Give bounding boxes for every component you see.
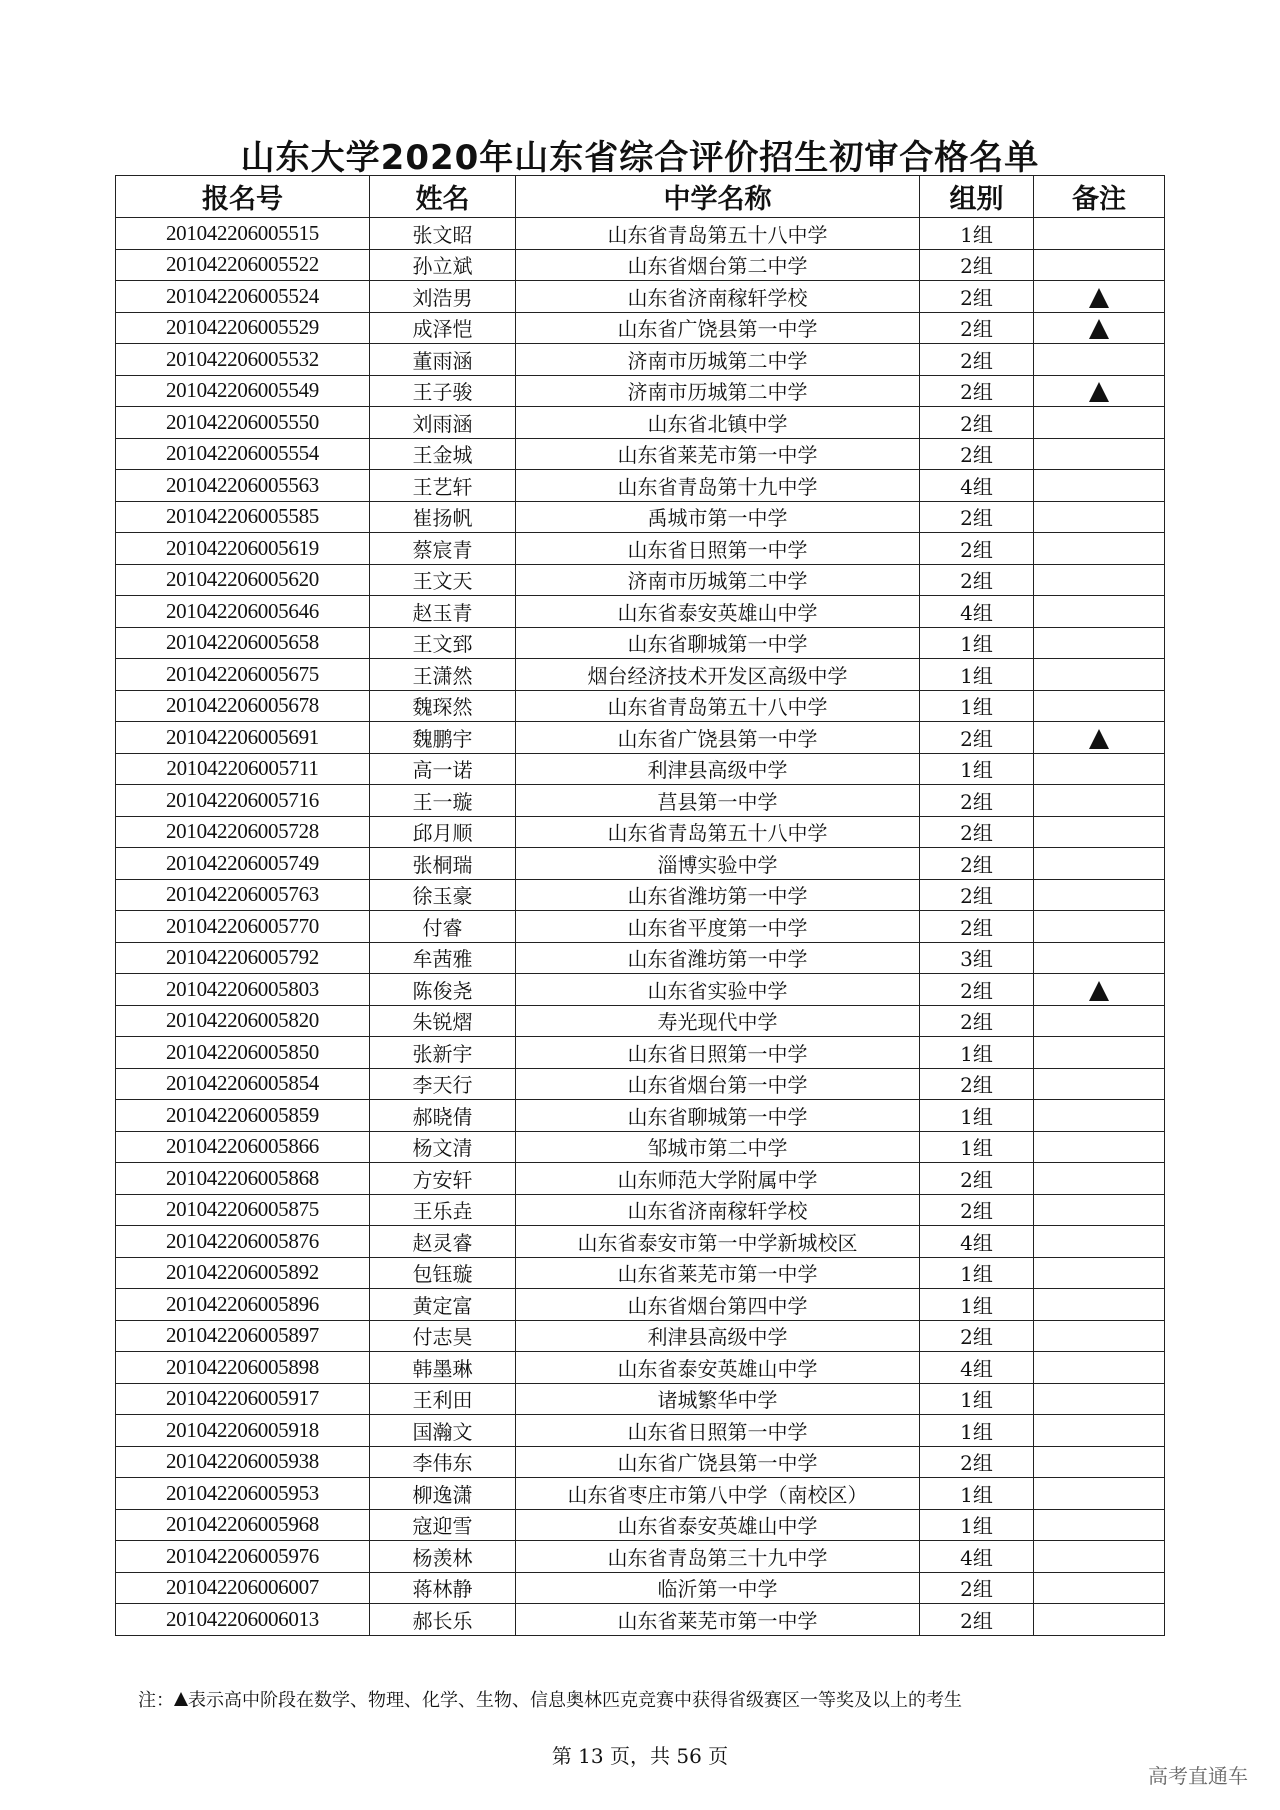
school-cell: 山东省烟台第一中学 — [516, 1068, 920, 1100]
name-cell: 王艺轩 — [370, 470, 516, 502]
table-row — [116, 1509, 1165, 1541]
group-cell: 4组 — [920, 1226, 1034, 1258]
school-cell: 山东省烟台第四中学 — [516, 1289, 920, 1321]
remark-cell — [1034, 1572, 1165, 1604]
group-cell: 2组 — [920, 1194, 1034, 1226]
table-row — [116, 942, 1165, 974]
name-cell: 杨文清 — [370, 1131, 516, 1163]
registration-number-cell: 201042206005585 — [116, 501, 370, 533]
group-cell: 2组 — [920, 533, 1034, 565]
group-cell: 1组 — [920, 1383, 1034, 1415]
name-cell: 董雨涵 — [370, 344, 516, 376]
registration-number-cell: 201042206005892 — [116, 1257, 370, 1289]
table-row — [116, 753, 1165, 785]
registration-number-cell: 201042206005918 — [116, 1415, 370, 1447]
group-cell: 2组 — [920, 501, 1034, 533]
remark-cell — [1034, 375, 1165, 407]
remark-cell — [1034, 911, 1165, 943]
school-cell: 利津县高级中学 — [516, 753, 920, 785]
table-row — [116, 848, 1165, 880]
table-row — [116, 690, 1165, 722]
name-cell: 黄定富 — [370, 1289, 516, 1321]
remark-cell — [1034, 533, 1165, 565]
school-cell: 禹城市第一中学 — [516, 501, 920, 533]
triangle-icon — [1089, 382, 1109, 402]
table-row — [116, 816, 1165, 848]
name-cell: 魏鹏宇 — [370, 722, 516, 754]
group-cell: 2组 — [920, 438, 1034, 470]
table-row — [116, 1131, 1165, 1163]
table-row — [116, 533, 1165, 565]
table-row — [116, 438, 1165, 470]
group-cell: 1组 — [920, 690, 1034, 722]
registration-number-cell: 201042206005554 — [116, 438, 370, 470]
remark-cell — [1034, 1352, 1165, 1384]
group-cell: 4组 — [920, 596, 1034, 628]
name-cell: 包钰璇 — [370, 1257, 516, 1289]
registration-number-cell: 201042206005529 — [116, 312, 370, 344]
name-cell: 郝长乐 — [370, 1604, 516, 1636]
table-header-row — [116, 176, 1165, 218]
group-cell: 2组 — [920, 785, 1034, 817]
remark-cell — [1034, 848, 1165, 880]
group-cell: 2组 — [920, 1604, 1034, 1636]
remark-cell — [1034, 1509, 1165, 1541]
school-cell: 利津县高级中学 — [516, 1320, 920, 1352]
registration-number-cell: 201042206005691 — [116, 722, 370, 754]
table-row — [116, 312, 1165, 344]
group-cell: 1组 — [920, 1509, 1034, 1541]
school-cell: 山东省潍坊第一中学 — [516, 879, 920, 911]
name-cell: 韩墨琳 — [370, 1352, 516, 1384]
registration-number-cell: 201042206005803 — [116, 974, 370, 1006]
registration-number-cell: 201042206005896 — [116, 1289, 370, 1321]
header-name: 姓名 — [370, 176, 516, 218]
registration-number-cell: 201042206005820 — [116, 1005, 370, 1037]
table-row — [116, 1037, 1165, 1069]
registration-number-cell: 201042206005897 — [116, 1320, 370, 1352]
table-row — [116, 722, 1165, 754]
school-cell: 烟台经济技术开发区高级中学 — [516, 659, 920, 691]
group-cell: 1组 — [920, 659, 1034, 691]
triangle-icon — [1089, 319, 1109, 339]
page-number: 第 13 页，共 56 页 — [551, 1744, 729, 1768]
name-cell: 王利田 — [370, 1383, 516, 1415]
remark-cell — [1034, 1163, 1165, 1195]
school-cell: 邹城市第二中学 — [516, 1131, 920, 1163]
triangle-icon — [1089, 729, 1109, 749]
name-cell: 王乐垚 — [370, 1194, 516, 1226]
registration-number-cell: 201042206005550 — [116, 407, 370, 439]
table-row — [116, 1100, 1165, 1132]
group-cell: 2组 — [920, 1320, 1034, 1352]
name-cell: 张新宇 — [370, 1037, 516, 1069]
name-cell: 寇迎雪 — [370, 1509, 516, 1541]
remark-cell — [1034, 1541, 1165, 1573]
group-cell: 2组 — [920, 911, 1034, 943]
school-cell: 山东省济南稼轩学校 — [516, 1194, 920, 1226]
registration-number-cell: 201042206005522 — [116, 249, 370, 281]
name-cell: 刘雨涵 — [370, 407, 516, 439]
table-row — [116, 281, 1165, 313]
group-cell: 1组 — [920, 218, 1034, 250]
table-row — [116, 1383, 1165, 1415]
school-cell: 山东省泰安市第一中学新城校区 — [516, 1226, 920, 1258]
remark-cell — [1034, 1383, 1165, 1415]
group-cell: 2组 — [920, 816, 1034, 848]
name-cell: 国瀚文 — [370, 1415, 516, 1447]
name-cell: 魏琛然 — [370, 690, 516, 722]
remark-cell — [1034, 1257, 1165, 1289]
group-cell: 3组 — [920, 942, 1034, 974]
school-cell: 山东省聊城第一中学 — [516, 1100, 920, 1132]
name-cell: 牟茜雅 — [370, 942, 516, 974]
registration-number-cell: 201042206006007 — [116, 1572, 370, 1604]
remark-cell — [1034, 974, 1165, 1006]
name-cell: 刘浩男 — [370, 281, 516, 313]
table-row — [116, 879, 1165, 911]
remark-cell — [1034, 1478, 1165, 1510]
candidate-table — [115, 175, 1165, 1636]
name-cell: 王文天 — [370, 564, 516, 596]
table-row — [116, 1572, 1165, 1604]
table-row — [116, 407, 1165, 439]
table-row — [116, 627, 1165, 659]
remark-cell — [1034, 1100, 1165, 1132]
name-cell: 徐玉豪 — [370, 879, 516, 911]
registration-number-cell: 201042206005532 — [116, 344, 370, 376]
remark-cell — [1034, 501, 1165, 533]
remark-cell — [1034, 1131, 1165, 1163]
table-row — [116, 1163, 1165, 1195]
remark-cell — [1034, 785, 1165, 817]
registration-number-cell: 201042206005549 — [116, 375, 370, 407]
table-row — [116, 470, 1165, 502]
table-row — [116, 785, 1165, 817]
registration-number-cell: 201042206005850 — [116, 1037, 370, 1069]
name-cell: 王一璇 — [370, 785, 516, 817]
group-cell: 4组 — [920, 1541, 1034, 1573]
table-row — [116, 344, 1165, 376]
table-row — [116, 596, 1165, 628]
footnote — [138, 1686, 962, 1712]
school-cell: 临沂第一中学 — [516, 1572, 920, 1604]
remark-cell — [1034, 816, 1165, 848]
group-cell: 2组 — [920, 407, 1034, 439]
remark-cell — [1034, 659, 1165, 691]
registration-number-cell: 201042206005866 — [116, 1131, 370, 1163]
group-cell: 2组 — [920, 344, 1034, 376]
group-cell: 1组 — [920, 1478, 1034, 1510]
registration-number-cell: 201042206005968 — [116, 1509, 370, 1541]
header-school: 中学名称 — [516, 176, 920, 218]
remark-cell — [1034, 281, 1165, 313]
school-cell: 山东省青岛第五十八中学 — [516, 690, 920, 722]
school-cell: 山东省莱芜市第一中学 — [516, 1604, 920, 1636]
name-cell: 付睿 — [370, 911, 516, 943]
table-row — [116, 1289, 1165, 1321]
group-cell: 2组 — [920, 249, 1034, 281]
registration-number-cell: 201042206005868 — [116, 1163, 370, 1195]
name-cell: 王金城 — [370, 438, 516, 470]
registration-number-cell: 201042206005859 — [116, 1100, 370, 1132]
school-cell: 山东省青岛第五十八中学 — [516, 816, 920, 848]
name-cell: 王潇然 — [370, 659, 516, 691]
school-cell: 寿光现代中学 — [516, 1005, 920, 1037]
table-row — [116, 1604, 1165, 1636]
remark-cell — [1034, 312, 1165, 344]
group-cell: 1组 — [920, 1131, 1034, 1163]
name-cell: 方安轩 — [370, 1163, 516, 1195]
group-cell: 2组 — [920, 1005, 1034, 1037]
school-cell: 山东省广饶县第一中学 — [516, 312, 920, 344]
remark-cell — [1034, 1415, 1165, 1447]
remark-cell — [1034, 1005, 1165, 1037]
school-cell: 山东省泰安英雄山中学 — [516, 1352, 920, 1384]
table-row — [116, 564, 1165, 596]
school-cell: 莒县第一中学 — [516, 785, 920, 817]
remark-cell — [1034, 470, 1165, 502]
table-row — [116, 249, 1165, 281]
school-cell: 山东省莱芜市第一中学 — [516, 1257, 920, 1289]
footnote-text: 表示高中阶段在数学、物理、化学、生物、信息奥林匹克竞赛中获得省级赛区一等奖及以上的考生 — [188, 1690, 962, 1711]
remark-cell — [1034, 879, 1165, 911]
school-cell: 山东省济南稼轩学校 — [516, 281, 920, 313]
table-row — [116, 375, 1165, 407]
remark-cell — [1034, 564, 1165, 596]
school-cell: 山东省泰安英雄山中学 — [516, 1509, 920, 1541]
group-cell: 4组 — [920, 470, 1034, 502]
table-row — [116, 1478, 1165, 1510]
school-cell: 山东省广饶县第一中学 — [516, 1446, 920, 1478]
remark-cell — [1034, 1226, 1165, 1258]
school-cell: 山东省莱芜市第一中学 — [516, 438, 920, 470]
remark-cell — [1034, 690, 1165, 722]
remark-cell — [1034, 249, 1165, 281]
table-row — [116, 501, 1165, 533]
name-cell: 蒋林静 — [370, 1572, 516, 1604]
registration-number-cell: 201042206006013 — [116, 1604, 370, 1636]
name-cell: 付志昊 — [370, 1320, 516, 1352]
school-cell: 山东省日照第一中学 — [516, 1037, 920, 1069]
school-cell: 山东省潍坊第一中学 — [516, 942, 920, 974]
group-cell: 2组 — [920, 879, 1034, 911]
group-cell: 1组 — [920, 1415, 1034, 1447]
table-row — [116, 1005, 1165, 1037]
remark-cell — [1034, 344, 1165, 376]
remark-cell — [1034, 596, 1165, 628]
group-cell: 1组 — [920, 627, 1034, 659]
remark-cell — [1034, 722, 1165, 754]
registration-number-cell: 201042206005938 — [116, 1446, 370, 1478]
registration-number-cell: 201042206005524 — [116, 281, 370, 313]
registration-number-cell: 201042206005620 — [116, 564, 370, 596]
school-cell: 山东省枣庄市第八中学（南校区） — [516, 1478, 920, 1510]
table-row — [116, 1320, 1165, 1352]
school-cell: 济南市历城第二中学 — [516, 564, 920, 596]
registration-number-cell: 201042206005675 — [116, 659, 370, 691]
name-cell: 柳逸潇 — [370, 1478, 516, 1510]
registration-number-cell: 201042206005515 — [116, 218, 370, 250]
remark-cell — [1034, 1604, 1165, 1636]
group-cell: 2组 — [920, 1446, 1034, 1478]
remark-cell — [1034, 218, 1165, 250]
remark-cell — [1034, 1320, 1165, 1352]
name-cell: 李伟东 — [370, 1446, 516, 1478]
name-cell: 郝晓倩 — [370, 1100, 516, 1132]
group-cell: 2组 — [920, 848, 1034, 880]
table-row — [116, 974, 1165, 1006]
registration-number-cell: 201042206005876 — [116, 1226, 370, 1258]
name-cell: 孙立斌 — [370, 249, 516, 281]
registration-number-cell: 201042206005716 — [116, 785, 370, 817]
header-group: 组别 — [920, 176, 1034, 218]
school-cell: 山东省北镇中学 — [516, 407, 920, 439]
school-cell: 山东省青岛第五十八中学 — [516, 218, 920, 250]
table-row — [116, 1068, 1165, 1100]
table-row — [116, 1415, 1165, 1447]
registration-number-cell: 201042206005563 — [116, 470, 370, 502]
school-cell: 山东师范大学附属中学 — [516, 1163, 920, 1195]
registration-number-cell: 201042206005728 — [116, 816, 370, 848]
school-cell: 诸城繁华中学 — [516, 1383, 920, 1415]
header-registration-number: 报名号 — [116, 176, 370, 218]
registration-number-cell: 201042206005792 — [116, 942, 370, 974]
school-cell: 山东省青岛第三十九中学 — [516, 1541, 920, 1573]
group-cell: 1组 — [920, 1289, 1034, 1321]
remark-cell — [1034, 1446, 1165, 1478]
registration-number-cell: 201042206005763 — [116, 879, 370, 911]
registration-number-cell: 201042206005917 — [116, 1383, 370, 1415]
table-row — [116, 1541, 1165, 1573]
group-cell: 2组 — [920, 564, 1034, 596]
table-row — [116, 1352, 1165, 1384]
name-cell: 崔扬帆 — [370, 501, 516, 533]
school-cell: 山东省实验中学 — [516, 974, 920, 1006]
school-cell: 山东省平度第一中学 — [516, 911, 920, 943]
name-cell: 陈俊尧 — [370, 974, 516, 1006]
group-cell: 2组 — [920, 974, 1034, 1006]
remark-cell — [1034, 1037, 1165, 1069]
registration-number-cell: 201042206005953 — [116, 1478, 370, 1510]
school-cell: 淄博实验中学 — [516, 848, 920, 880]
registration-number-cell: 201042206005678 — [116, 690, 370, 722]
school-cell: 山东省泰安英雄山中学 — [516, 596, 920, 628]
school-cell: 山东省聊城第一中学 — [516, 627, 920, 659]
remark-cell — [1034, 753, 1165, 785]
table-row — [116, 911, 1165, 943]
remark-cell — [1034, 1068, 1165, 1100]
school-cell: 山东省青岛第十九中学 — [516, 470, 920, 502]
name-cell: 朱锐熠 — [370, 1005, 516, 1037]
header-remark: 备注 — [1034, 176, 1165, 218]
group-cell: 1组 — [920, 1100, 1034, 1132]
name-cell: 张文昭 — [370, 218, 516, 250]
registration-number-cell: 201042206005658 — [116, 627, 370, 659]
school-cell: 济南市历城第二中学 — [516, 375, 920, 407]
watermark: 高考直通车 — [1148, 1764, 1248, 1788]
name-cell: 李天行 — [370, 1068, 516, 1100]
document-title: 山东大学2020年山东省综合评价招生初审合格名单 — [240, 138, 1040, 178]
registration-number-cell: 201042206005854 — [116, 1068, 370, 1100]
table-row — [116, 1446, 1165, 1478]
registration-number-cell: 201042206005770 — [116, 911, 370, 943]
group-cell: 2组 — [920, 312, 1034, 344]
registration-number-cell: 201042206005619 — [116, 533, 370, 565]
group-cell: 2组 — [920, 1572, 1034, 1604]
table-row — [116, 1194, 1165, 1226]
remark-cell — [1034, 942, 1165, 974]
school-cell: 山东省日照第一中学 — [516, 533, 920, 565]
table-row — [116, 659, 1165, 691]
name-cell: 成泽恺 — [370, 312, 516, 344]
remark-cell — [1034, 407, 1165, 439]
remark-cell — [1034, 1194, 1165, 1226]
name-cell: 高一诺 — [370, 753, 516, 785]
remark-cell — [1034, 1289, 1165, 1321]
group-cell: 1组 — [920, 753, 1034, 785]
name-cell: 王子骏 — [370, 375, 516, 407]
school-cell: 山东省广饶县第一中学 — [516, 722, 920, 754]
name-cell: 赵灵睿 — [370, 1226, 516, 1258]
registration-number-cell: 201042206005875 — [116, 1194, 370, 1226]
group-cell: 1组 — [920, 1037, 1034, 1069]
name-cell: 杨羡林 — [370, 1541, 516, 1573]
registration-number-cell: 201042206005646 — [116, 596, 370, 628]
triangle-icon — [1089, 288, 1109, 308]
remark-cell — [1034, 627, 1165, 659]
registration-number-cell: 201042206005898 — [116, 1352, 370, 1384]
group-cell: 2组 — [920, 1163, 1034, 1195]
footnote-prefix: 注： — [138, 1690, 174, 1711]
group-cell: 2组 — [920, 375, 1034, 407]
group-cell: 4组 — [920, 1352, 1034, 1384]
table-row — [116, 1226, 1165, 1258]
group-cell: 2组 — [920, 722, 1034, 754]
group-cell: 2组 — [920, 281, 1034, 313]
name-cell: 邱月顺 — [370, 816, 516, 848]
group-cell: 1组 — [920, 1257, 1034, 1289]
registration-number-cell: 201042206005749 — [116, 848, 370, 880]
registration-number-cell: 201042206005711 — [116, 753, 370, 785]
name-cell: 赵玉青 — [370, 596, 516, 628]
name-cell: 王文郅 — [370, 627, 516, 659]
table-row — [116, 218, 1165, 250]
table-body — [116, 218, 1165, 1636]
triangle-icon — [174, 1692, 188, 1706]
school-cell: 山东省烟台第二中学 — [516, 249, 920, 281]
triangle-icon — [1089, 981, 1109, 1001]
group-cell: 2组 — [920, 1068, 1034, 1100]
registration-number-cell: 201042206005976 — [116, 1541, 370, 1573]
school-cell: 山东省日照第一中学 — [516, 1415, 920, 1447]
name-cell: 蔡宸青 — [370, 533, 516, 565]
school-cell: 济南市历城第二中学 — [516, 344, 920, 376]
name-cell: 张桐瑞 — [370, 848, 516, 880]
table-row — [116, 1257, 1165, 1289]
remark-cell — [1034, 438, 1165, 470]
